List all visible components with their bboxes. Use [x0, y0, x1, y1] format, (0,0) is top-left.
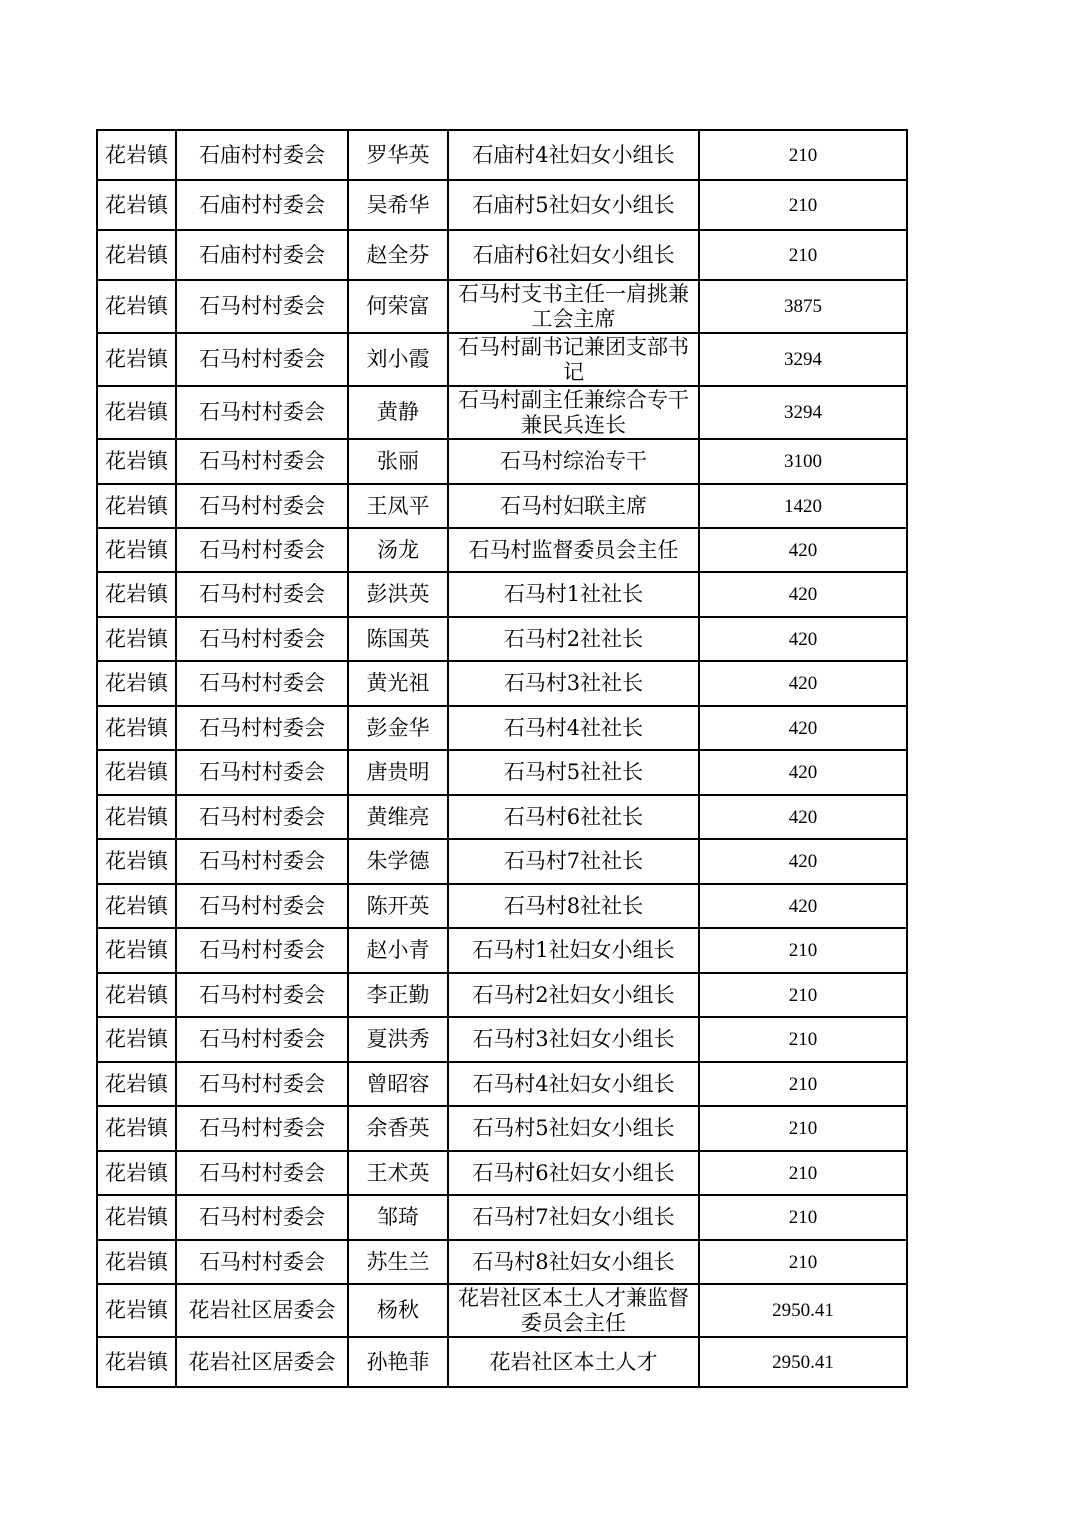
position-cell: 石马村监督委员会主任 — [448, 528, 699, 572]
table-row — [97, 230, 907, 280]
town-cell: 花岩镇 — [97, 280, 176, 333]
table-row — [97, 1151, 907, 1195]
position-cell: 石马村妇联主席 — [448, 484, 699, 528]
name-cell: 邹琦 — [348, 1195, 448, 1240]
table-row — [97, 333, 907, 386]
position-cell: 石庙村4社妇女小组长 — [448, 130, 699, 180]
amount-cell: 420 — [699, 706, 907, 750]
amount-cell: 3875 — [699, 280, 907, 333]
name-cell: 罗华英 — [348, 130, 448, 180]
town-cell: 花岩镇 — [97, 1062, 176, 1106]
unit-cell: 石庙村村委会 — [176, 130, 348, 180]
position-cell: 石马村2社社长 — [448, 617, 699, 661]
amount-cell: 1420 — [699, 484, 907, 528]
name-cell: 朱学德 — [348, 839, 448, 884]
table-row — [97, 484, 907, 528]
table-row — [97, 617, 907, 661]
name-cell: 王术英 — [348, 1151, 448, 1195]
position-cell: 石马村1社妇女小组长 — [448, 928, 699, 973]
position-cell: 石马村8社社长 — [448, 884, 699, 928]
town-cell: 花岩镇 — [97, 1195, 176, 1240]
town-cell: 花岩镇 — [97, 528, 176, 572]
name-cell: 王凤平 — [348, 484, 448, 528]
name-cell: 黄维亮 — [348, 795, 448, 839]
unit-cell: 石马村村委会 — [176, 333, 348, 386]
name-cell: 赵全芬 — [348, 230, 448, 280]
table-row — [97, 750, 907, 795]
table-row — [97, 572, 907, 617]
unit-cell: 石马村村委会 — [176, 572, 348, 617]
table-row — [97, 1195, 907, 1240]
unit-cell: 石马村村委会 — [176, 839, 348, 884]
amount-cell: 420 — [699, 617, 907, 661]
name-cell: 唐贵明 — [348, 750, 448, 795]
amount-cell: 3294 — [699, 333, 907, 386]
unit-cell: 石马村村委会 — [176, 617, 348, 661]
position-cell: 石马村5社妇女小组长 — [448, 1106, 699, 1151]
table-row — [97, 1106, 907, 1151]
table-row — [97, 973, 907, 1017]
unit-cell: 石马村村委会 — [176, 1062, 348, 1106]
name-cell: 张丽 — [348, 439, 448, 484]
amount-cell: 420 — [699, 795, 907, 839]
position-cell: 石马村2社妇女小组长 — [448, 973, 699, 1017]
unit-cell: 石马村村委会 — [176, 928, 348, 973]
position-cell: 石马村综治专干 — [448, 439, 699, 484]
position-cell: 石庙村6社妇女小组长 — [448, 230, 699, 280]
amount-cell: 2950.41 — [699, 1337, 907, 1387]
name-cell: 苏生兰 — [348, 1240, 448, 1284]
town-cell: 花岩镇 — [97, 572, 176, 617]
roster-table-body — [97, 130, 907, 1387]
name-cell: 曾昭容 — [348, 1062, 448, 1106]
name-cell: 孙艳菲 — [348, 1337, 448, 1387]
unit-cell: 石马村村委会 — [176, 884, 348, 928]
position-cell: 石马村副主任兼综合专干兼民兵连长 — [448, 386, 699, 439]
amount-cell: 210 — [699, 973, 907, 1017]
amount-cell: 210 — [699, 1017, 907, 1062]
position-cell: 石马村4社社长 — [448, 706, 699, 750]
table-row — [97, 439, 907, 484]
name-cell: 杨秋 — [348, 1284, 448, 1337]
table-row — [97, 1240, 907, 1284]
name-cell: 黄光祖 — [348, 661, 448, 706]
town-cell: 花岩镇 — [97, 1240, 176, 1284]
position-cell: 石马村副书记兼团支部书记 — [448, 333, 699, 386]
position-cell: 花岩社区本土人才兼监督委员会主任 — [448, 1284, 699, 1337]
position-cell: 石马村支书主任一肩挑兼工会主席 — [448, 280, 699, 333]
name-cell: 汤龙 — [348, 528, 448, 572]
name-cell: 黄静 — [348, 386, 448, 439]
table-row — [97, 180, 907, 230]
unit-cell: 石马村村委会 — [176, 973, 348, 1017]
unit-cell: 花岩社区居委会 — [176, 1284, 348, 1337]
unit-cell: 石马村村委会 — [176, 280, 348, 333]
amount-cell: 210 — [699, 1195, 907, 1240]
town-cell: 花岩镇 — [97, 1017, 176, 1062]
name-cell: 吴希华 — [348, 180, 448, 230]
table-row — [97, 386, 907, 439]
town-cell: 花岩镇 — [97, 180, 176, 230]
unit-cell: 石马村村委会 — [176, 750, 348, 795]
town-cell: 花岩镇 — [97, 1151, 176, 1195]
amount-cell: 420 — [699, 572, 907, 617]
name-cell: 刘小霞 — [348, 333, 448, 386]
town-cell: 花岩镇 — [97, 333, 176, 386]
town-cell: 花岩镇 — [97, 884, 176, 928]
unit-cell: 石庙村村委会 — [176, 230, 348, 280]
position-cell: 石马村6社社长 — [448, 795, 699, 839]
amount-cell: 210 — [699, 1062, 907, 1106]
town-cell: 花岩镇 — [97, 386, 176, 439]
town-cell: 花岩镇 — [97, 706, 176, 750]
position-cell: 石马村7社妇女小组长 — [448, 1195, 699, 1240]
name-cell: 陈国英 — [348, 617, 448, 661]
name-cell: 李正勤 — [348, 973, 448, 1017]
table-row — [97, 1337, 907, 1387]
name-cell: 赵小青 — [348, 928, 448, 973]
position-cell: 石马村4社妇女小组长 — [448, 1062, 699, 1106]
amount-cell: 3294 — [699, 386, 907, 439]
town-cell: 花岩镇 — [97, 617, 176, 661]
table-row — [97, 1017, 907, 1062]
town-cell: 花岩镇 — [97, 439, 176, 484]
table-row — [97, 928, 907, 973]
unit-cell: 石马村村委会 — [176, 1017, 348, 1062]
amount-cell: 210 — [699, 1151, 907, 1195]
name-cell: 彭金华 — [348, 706, 448, 750]
town-cell: 花岩镇 — [97, 230, 176, 280]
unit-cell: 花岩社区居委会 — [176, 1337, 348, 1387]
name-cell: 余香英 — [348, 1106, 448, 1151]
amount-cell: 420 — [699, 661, 907, 706]
unit-cell: 石马村村委会 — [176, 1106, 348, 1151]
amount-cell: 210 — [699, 928, 907, 973]
unit-cell: 石马村村委会 — [176, 1151, 348, 1195]
amount-cell: 210 — [699, 1106, 907, 1151]
unit-cell: 石马村村委会 — [176, 706, 348, 750]
unit-cell: 石马村村委会 — [176, 1195, 348, 1240]
table-row — [97, 280, 907, 333]
position-cell: 石庙村5社妇女小组长 — [448, 180, 699, 230]
table-row — [97, 1284, 907, 1337]
position-cell: 石马村6社妇女小组长 — [448, 1151, 699, 1195]
table-row — [97, 130, 907, 180]
position-cell: 石马村7社社长 — [448, 839, 699, 884]
unit-cell: 石马村村委会 — [176, 528, 348, 572]
town-cell: 花岩镇 — [97, 484, 176, 528]
town-cell: 花岩镇 — [97, 1106, 176, 1151]
position-cell: 花岩社区本土人才 — [448, 1337, 699, 1387]
town-cell: 花岩镇 — [97, 928, 176, 973]
amount-cell: 2950.41 — [699, 1284, 907, 1337]
amount-cell: 420 — [699, 750, 907, 795]
name-cell: 陈开英 — [348, 884, 448, 928]
unit-cell: 石庙村村委会 — [176, 180, 348, 230]
position-cell: 石马村8社妇女小组长 — [448, 1240, 699, 1284]
position-cell: 石马村3社社长 — [448, 661, 699, 706]
roster-table — [96, 129, 908, 1388]
unit-cell: 石马村村委会 — [176, 386, 348, 439]
town-cell: 花岩镇 — [97, 973, 176, 1017]
table-row — [97, 661, 907, 706]
town-cell: 花岩镇 — [97, 795, 176, 839]
unit-cell: 石马村村委会 — [176, 484, 348, 528]
amount-cell: 420 — [699, 839, 907, 884]
amount-cell: 210 — [699, 130, 907, 180]
town-cell: 花岩镇 — [97, 1284, 176, 1337]
town-cell: 花岩镇 — [97, 839, 176, 884]
unit-cell: 石马村村委会 — [176, 439, 348, 484]
amount-cell: 420 — [699, 528, 907, 572]
table-row — [97, 528, 907, 572]
table-row — [97, 1062, 907, 1106]
amount-cell: 420 — [699, 884, 907, 928]
amount-cell: 210 — [699, 180, 907, 230]
town-cell: 花岩镇 — [97, 130, 176, 180]
unit-cell: 石马村村委会 — [176, 1240, 348, 1284]
position-cell: 石马村1社社长 — [448, 572, 699, 617]
amount-cell: 3100 — [699, 439, 907, 484]
position-cell: 石马村3社妇女小组长 — [448, 1017, 699, 1062]
town-cell: 花岩镇 — [97, 1337, 176, 1387]
name-cell: 彭洪英 — [348, 572, 448, 617]
table-row — [97, 884, 907, 928]
table-row — [97, 839, 907, 884]
name-cell: 何荣富 — [348, 280, 448, 333]
table-row — [97, 706, 907, 750]
table-row — [97, 795, 907, 839]
name-cell: 夏洪秀 — [348, 1017, 448, 1062]
amount-cell: 210 — [699, 230, 907, 280]
amount-cell: 210 — [699, 1240, 907, 1284]
unit-cell: 石马村村委会 — [176, 661, 348, 706]
position-cell: 石马村5社社长 — [448, 750, 699, 795]
town-cell: 花岩镇 — [97, 661, 176, 706]
town-cell: 花岩镇 — [97, 750, 176, 795]
unit-cell: 石马村村委会 — [176, 795, 348, 839]
